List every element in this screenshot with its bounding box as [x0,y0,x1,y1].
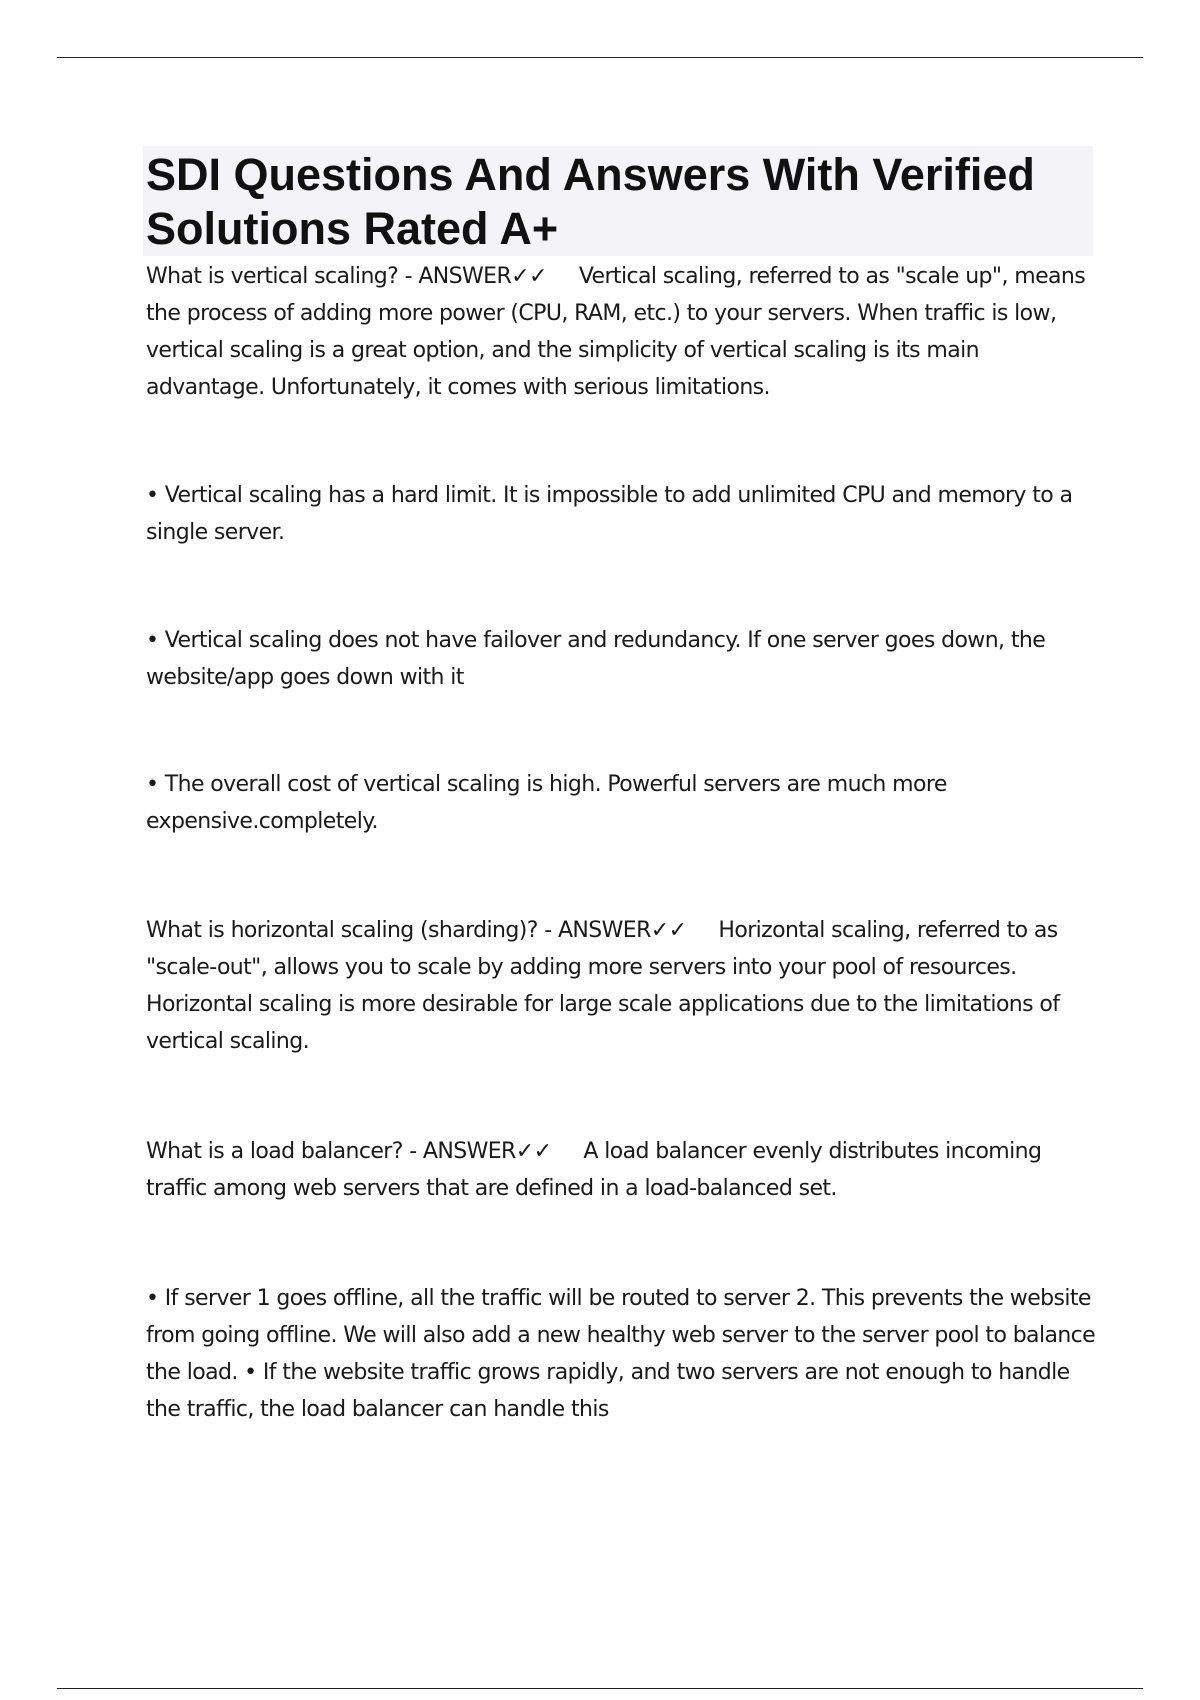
question-text: What is a load balancer? [146,1139,403,1164]
bullet-hard-limit: • Vertical scaling has a hard limit. It is impossible to add unlimited CPU and memory to a single server. [146,483,1073,545]
document-title: SDI Questions And Answers With Verified Solutions Rated A+ [146,149,1035,254]
answer-text: A load balancer evenly distributes incoming traffic among web servers that are defined in a load-balanced set. [146,1139,1042,1201]
answer-marker: - ANSWER✓✓ [402,1139,552,1164]
bottom-rule [57,1688,1143,1689]
bullet-no-failover: • Vertical scaling does not have failover and redundancy. If one server goes down, the website/app goes down with it [146,628,1046,690]
bullet-high-cost: • The overall cost of vertical scaling is high. Powerful servers are much more expensive.completely. [146,772,947,834]
qa-horizontal-scaling [146,912,1096,1060]
question-text: What is vertical scaling? [146,264,399,289]
question-text: What is horizontal scaling (sharding)? [146,918,538,943]
answer-marker: - ANSWER✓✓ [398,264,547,289]
answer-text: Horizontal scaling, referred to as "scale-out", allows you to scale by adding more servers into your pool of resources. Horizontal scaling is more desirable for large scale applications due to the limitations of vertical scaling. [146,918,1060,1054]
answer-text: Vertical scaling, referred to as "scale up", means the process of adding more power (CPU, RAM, etc.) to your servers. When traffic is low, vertical scaling is a great option, and the simplicity of vertical scaling is its main advantage. Unfortunately, it comes with serious limitations. [146,264,1086,400]
qa-load-balancer [146,1133,1096,1207]
top-rule [57,57,1143,58]
bullet-failover-example: • If server 1 goes offline, all the traffic will be routed to server 2. This prevents the website from going offline. We will also add a new healthy web server to the server pool to balance the load. • If the website traffic grows rapidly, and two servers are not enough to handle the traffic, the load balancer can handle this [146,1286,1096,1422]
answer-marker: - ANSWER✓✓ [537,918,687,943]
qa-vertical-scaling [146,258,1096,406]
